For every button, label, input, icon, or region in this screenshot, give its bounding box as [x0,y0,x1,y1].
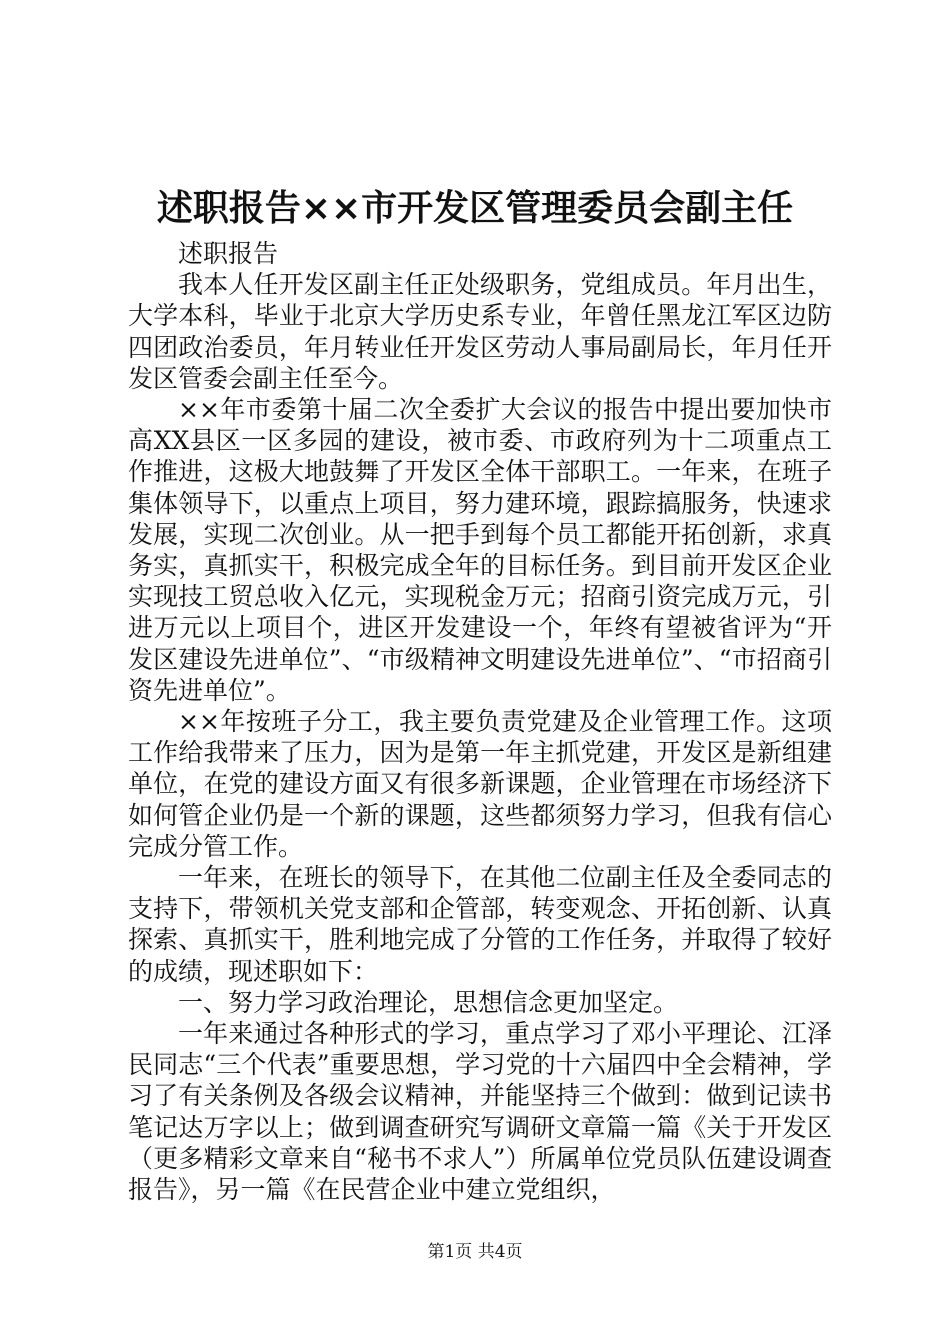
document-title: 述职报告××市开发区管理委员会副主任 [156,188,794,229]
paragraph: 一年来通过各种形式的学习，重点学习了邓小平理论、江泽民同志“三个代表”重要思想，学习党的十六届四中全会精神，学习了有关条例及各级会议精神，并能坚持三个做到：做到记读书笔记达万字以上；做到调查研究写调研文章篇一篇《关于开发区（更多精彩文章来自“秘书不求人”）所属单位党员队伍建设调查报告》，另一篇《在民营企业中建立党组织， [128,1019,832,1205]
paragraph: ××年按班子分工，我主要负责党建及企业管理工作。这项工作给我带来了压力，因为是第一年主抓党建，开发区是新组建单位，在党的建设方面又有很多新课题，企业管理在市场经济下如何管企业仍是一个新的课题，这些都须努力学习，但我有信心完成分管工作。 [128,707,832,861]
paragraph: ××年市委第十届二次全委扩大会议的报告中提出要加快市高XX县区一区多园的建设，被市委、市政府列为十二项重点工作推进，这极大地鼓舞了开发区全体干部职工。一年来，在班子集体领导下，以重点上项目，努力建环境，跟踪搞服务，快速求发展，实现二次创业。从一把手到每个员工都能开拓创新，求真务实，真抓实干，积极完成全年的目标任务。到目前开发区企业实现技工贸总收入亿元，实现税金万元；招商引资完成万元，引进万元以上项目个，进区开发建设一个，年终有望被省评为“开发区建设先进单位”、“市级精神文明建设先进单位”、“市招商引资先进单位”。 [128,395,832,705]
paragraph: 我本人任开发区副主任正处级职务，党组成员。年月出生，大学本科，毕业于北京大学历史系专业，年曾任黑龙江军区边防四团政治委员，年月转业任开发区劳动人事局副局长，年月任开发区管委会副主任至今。 [128,270,832,393]
document-body [128,238,832,1205]
paragraph-heading: 述职报告 [178,239,279,268]
paragraph: 一年来，在班长的领导下，在其他二位副主任及全委同志的支持下，带领机关党支部和企管部，转变观念、开拓创新、认真探索、真抓实干，胜利地完成了分管的工作任务，并取得了较好的成绩，现述职如下： [128,863,832,986]
section-heading: 一、努力学习政治理论，思想信念更加坚定。 [178,987,679,1017]
page-number-footer: 第1页 共4页 [427,1242,523,1262]
